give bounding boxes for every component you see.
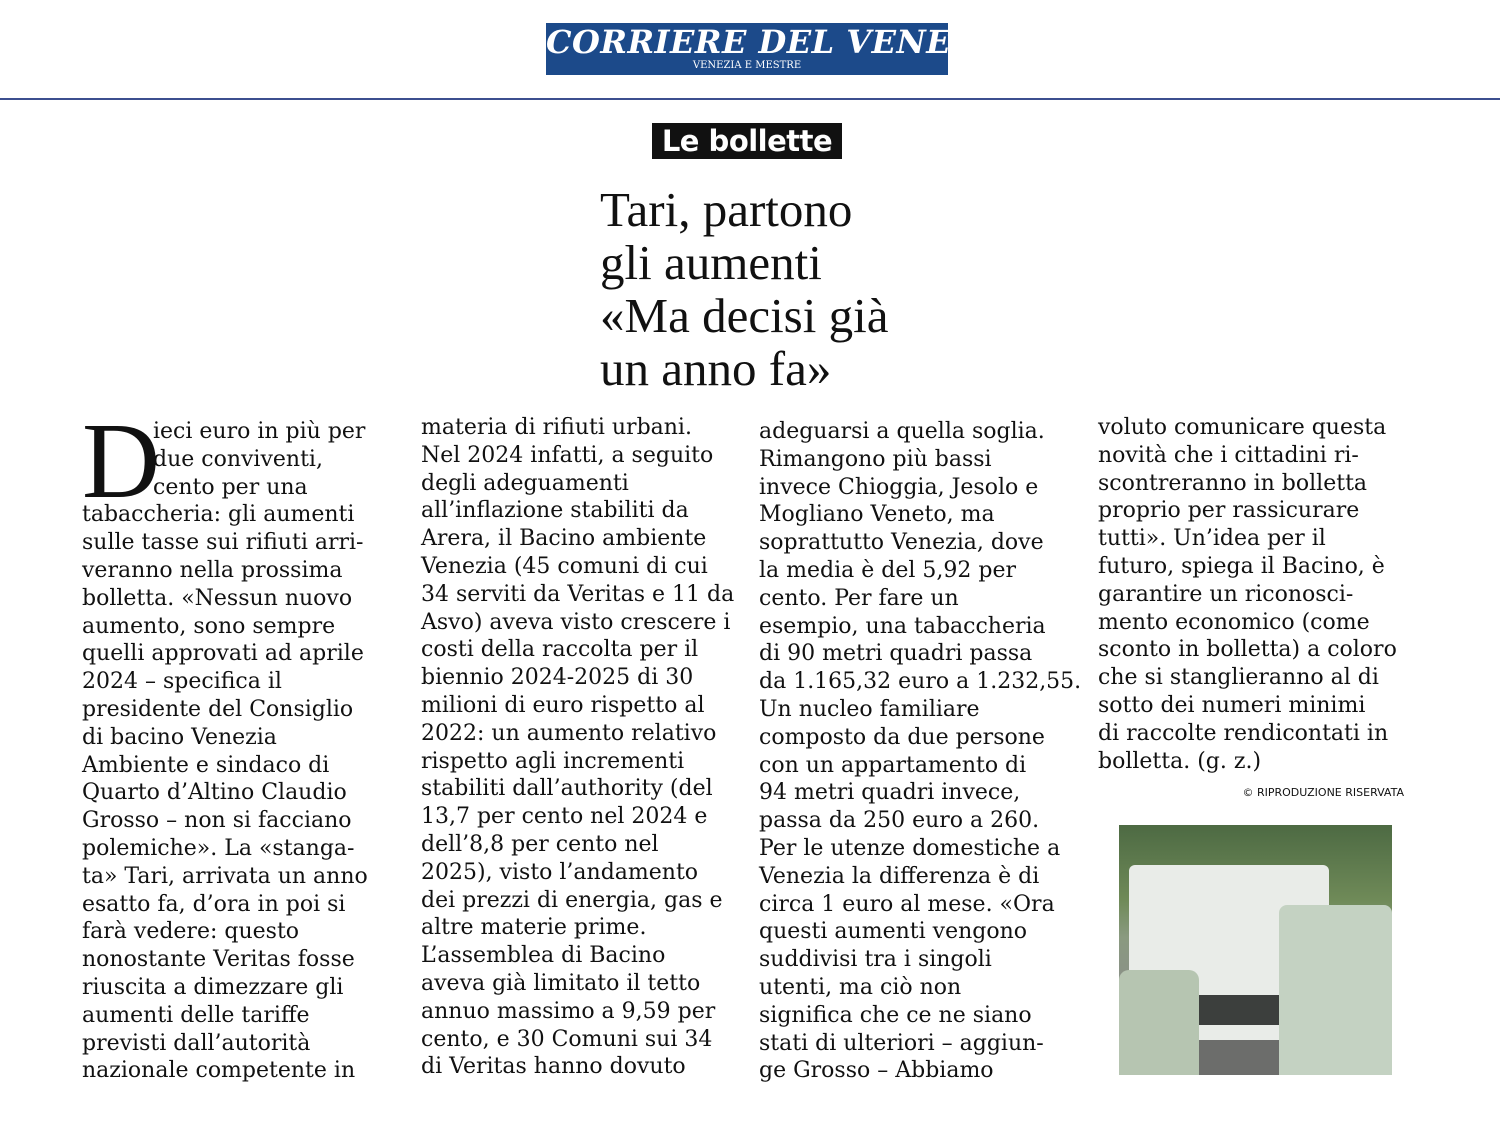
text-line: cento, e 30 Comuni sui 34 (421, 1026, 713, 1052)
text-line: Quarto d’Altino Claudio (82, 780, 347, 806)
text-line: con un appartamento di (759, 752, 1027, 778)
text-line: significa che ce ne siano (759, 1002, 1032, 1028)
text-line: previsti dall’autorità (82, 1030, 311, 1056)
text-line: all’inflazione stabiliti da (421, 498, 689, 524)
text-line: costi della raccolta per il (421, 637, 699, 663)
text-line: aveva già limitato il tetto (421, 970, 701, 996)
text-line: tutti». Un’idea per il (1098, 526, 1326, 552)
text-line: rispetto agli incrementi (421, 748, 685, 774)
text-line: Arera, il Bacino ambiente (421, 526, 707, 552)
text-line: proprio per rassicurare (1098, 498, 1360, 524)
text-line: di bacino Venezia (82, 724, 277, 750)
text-line: milioni di euro rispetto al (421, 692, 705, 718)
text-line: ta» Tari, arrivata un anno (82, 863, 368, 889)
bin-left-shape (1119, 970, 1199, 1075)
text-line: annuo massimo a 9,59 per (421, 998, 716, 1024)
text-line: ge Grosso – Abbiamo (759, 1058, 994, 1084)
text-line: soprattutto Venezia, dove (759, 530, 1044, 556)
text-line: di Veritas hanno dovuto (421, 1054, 686, 1080)
section-kicker: Le bollette (652, 123, 842, 159)
bin-right-shape (1279, 905, 1392, 1075)
text-line: veranno nella prossima (82, 557, 343, 583)
text-line: voluto comunicare questa (1098, 415, 1387, 440)
headline-line: gli aumenti (600, 235, 822, 290)
text-line: sconto in bolletta) a coloro (1098, 637, 1397, 663)
text-line: presidente del Consiglio (82, 696, 354, 722)
text-line: Mogliano Veneto, ma (759, 502, 995, 528)
masthead-name: CORRIERE DEL VENETO (546, 23, 1004, 61)
text-line: dei prezzi di energia, gas e (421, 887, 723, 913)
article-column-2 (421, 414, 735, 1081)
text-line: dell’8,8 per cento nel (421, 831, 659, 857)
text-line: ieci euro in più per (153, 419, 366, 444)
text-line: Rimangono più bassi (759, 446, 992, 472)
copyright-notice: © RIPRODUZIONE RISERVATA (1242, 786, 1404, 799)
column-body (82, 501, 372, 1085)
text-line: quelli approvati ad aprile (82, 641, 364, 667)
text-line: futuro, spiega il Bacino, è (1098, 553, 1385, 579)
headline-line: Tari, partono (600, 182, 853, 237)
text-line: aumenti delle tariffe (82, 1002, 310, 1028)
text-line: bolletta. «Nessun nuovo (82, 585, 353, 611)
text-line: 2022: un aumento relativo (421, 720, 717, 746)
text-line: novità che i cittadini ri- (1098, 442, 1359, 468)
text-line: passa da 250 euro a 260. (759, 808, 1040, 834)
text-line: degli adeguamenti (421, 470, 629, 496)
text-line: la media è del 5,92 per (759, 557, 1016, 583)
text-line: composto da due persone (759, 724, 1045, 750)
text-line: Per le utenze domestiche a (759, 835, 1061, 861)
text-line: cento per una (153, 474, 308, 500)
newspaper-masthead (546, 23, 1004, 75)
text-line: che si stanglieranno al di (1098, 665, 1379, 691)
text-line: cento. Per fare un (759, 585, 959, 611)
text-line: farà vedere: questo (82, 919, 300, 945)
masthead-edition: VENEZIA E MESTRE (692, 60, 802, 71)
drop-cap: D (82, 402, 160, 521)
text-line: 94 metri quadri invece, (759, 780, 1021, 806)
headline-line: un anno fa» (600, 341, 832, 396)
text-line: 34 serviti da Veritas e 11 da (421, 581, 735, 607)
text-line: Nel 2024 infatti, a seguito (421, 442, 714, 468)
text-line: 2025), visto l’andamento (421, 859, 699, 885)
text-line: biennio 2024-2025 di 30 (421, 665, 694, 691)
article-column-3 (759, 418, 1082, 1085)
text-line: circa 1 euro al mese. «Ora (759, 891, 1055, 917)
text-line: garantire un riconosci- (1098, 581, 1354, 607)
text-line: 2024 – specifica il (82, 669, 282, 695)
article-column-4 (1098, 414, 1403, 775)
article-headline (594, 182, 900, 396)
text-line: Asvo) aveva visto crescere i (421, 609, 731, 635)
header-divider (0, 98, 1500, 100)
text-line: invece Chioggia, Jesolo e (759, 474, 1039, 500)
text-line: Ambiente e sindaco di (82, 752, 330, 778)
text-line: scontreranno in bolletta (1098, 470, 1368, 496)
text-line: nazionale competente in (82, 1058, 356, 1084)
article-column-1 (82, 402, 372, 1085)
headline-line: «Ma decisi già (600, 288, 889, 343)
text-line: 13,7 per cento nel 2024 e (421, 804, 708, 830)
text-line: di raccolte rendicontati in (1098, 720, 1389, 746)
text-line: mento economico (come (1098, 609, 1370, 635)
text-line: Un nucleo familiare (759, 696, 980, 722)
text-line: sotto dei numeri minimi (1098, 692, 1366, 718)
garbage-truck-photo (1119, 825, 1392, 1075)
text-line: di 90 metri quadri passa (759, 641, 1033, 667)
text-line: tabaccheria: gli aumenti (82, 502, 355, 528)
text-line: bolletta. (g. z.) (1098, 748, 1262, 774)
text-line: Grosso – non si facciano (82, 808, 352, 834)
text-line: altre materie prime. (421, 915, 647, 941)
text-line: sulle tasse sui rifiuti arri- (82, 530, 364, 556)
text-line: esempio, una tabaccheria (759, 613, 1046, 639)
text-line: riuscita a dimezzare gli (82, 974, 344, 1000)
text-line: materia di rifiuti urbani. (421, 415, 692, 440)
text-line: due conviventi, (153, 446, 323, 472)
text-line: suddivisi tra i singoli (759, 947, 992, 973)
text-line: stati di ulteriori – aggiun- (759, 1030, 1044, 1056)
text-line: stabiliti dall’authority (del (421, 776, 713, 802)
text-line: utenti, ma ciò non (759, 974, 962, 1000)
text-line: Venezia (45 comuni di cui (421, 553, 708, 579)
road-shape (1199, 1040, 1289, 1075)
text-line: esatto fa, d’ora in poi si (82, 891, 346, 917)
text-line: da 1.165,32 euro a 1.232,55. (759, 669, 1082, 695)
text-line: L’assemblea di Bacino (421, 943, 666, 969)
text-line: aumento, sono sempre (82, 613, 336, 639)
text-line: Venezia la differenza è di (759, 863, 1040, 889)
text-line: nonostante Veritas fosse (82, 947, 355, 973)
text-line: questi aumenti vengono (759, 919, 1027, 945)
text-line: polemiche». La «stanga- (82, 835, 355, 861)
text-line: adeguarsi a quella soglia. (759, 419, 1045, 444)
